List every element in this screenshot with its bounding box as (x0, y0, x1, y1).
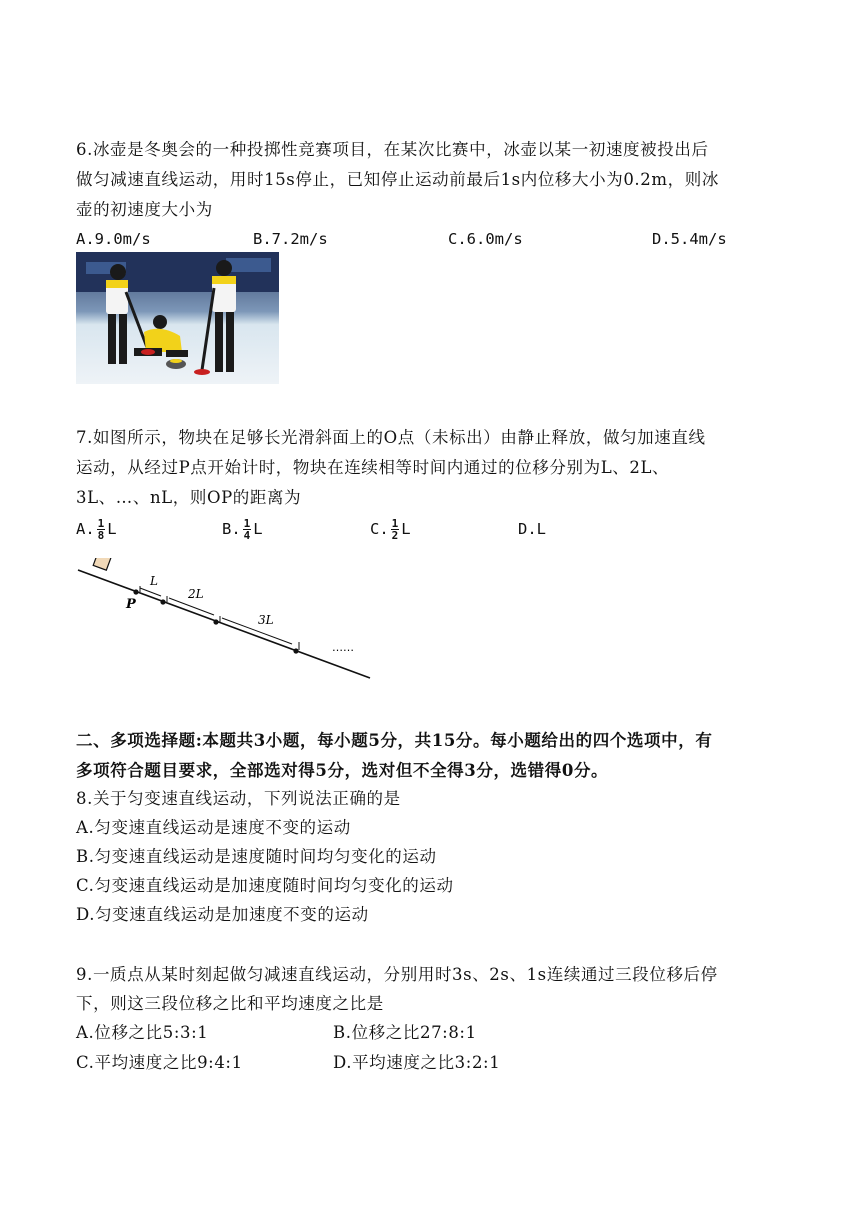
section2-line-2: 多项符合题目要求，全部选对得5分，选对但不全得3分，选错得0分。 (76, 761, 609, 780)
q8-option-d: D.匀变速直线运动是加速度不变的运动 (76, 905, 369, 924)
incline-line (78, 570, 370, 678)
q7-option-d: D.L (518, 520, 547, 538)
q7-option-b: B. $\frac{1}{4}$ L (222, 517, 263, 542)
q9-line-2: 下，则这三段位移之比和平均速度之比是 (76, 994, 384, 1013)
incline-diagram (70, 558, 380, 683)
label-l: L (150, 574, 158, 588)
curling-photo (76, 252, 279, 384)
q6-option-d: D.5.4m/s (652, 230, 727, 248)
q8-option-b: B.匀变速直线运动是速度随时间均匀变化的运动 (76, 847, 437, 866)
block (93, 558, 111, 570)
q8-option-a: A.匀变速直线运动是速度不变的运动 (76, 818, 351, 837)
point-dot-1 (160, 599, 165, 604)
q7-line-2: 运动，从经过P点开始计时，物块在连续相等时间内通过的位移分别为L、2L、 (76, 458, 670, 477)
q7-line-1: 7.如图所示，物块在足够长光滑斜面上的O点（未标出）由静止释放，做匀加速直线 (76, 428, 706, 447)
point-dot-3 (293, 648, 298, 653)
label-2l: 2L (188, 587, 204, 601)
q6-line-3: 壶的初速度大小为 (76, 200, 213, 219)
point-p-dot (133, 589, 138, 594)
point-dot-2 (213, 619, 218, 624)
q6-line-2: 做匀减速直线运动，用时15s停止，已知停止运动前最后1s内位移大小为0.2m，则冰 (76, 170, 719, 189)
q9-option-b: B.位移之比27:8:1 (333, 1023, 477, 1042)
q9-option-c: C.平均速度之比9:4:1 (76, 1053, 243, 1072)
q6-option-a: A.9.0m/s (76, 230, 151, 248)
q7-option-c: C. $\frac{1}{2}$ L (370, 517, 411, 542)
q9-line-1: 9.一质点从某时刻起做匀减速直线运动，分别用时3s、2s、1s连续通过三段位移后停 (76, 965, 718, 984)
section2-line-1: 二、多项选择题:本题共3小题，每小题5分，共15分。每小题给出的四个选项中，有 (76, 731, 713, 750)
q6-line-1: 6.冰壶是冬奥会的一种投掷性竞赛项目，在某次比赛中，冰壶以某一初速度被投出后 (76, 140, 709, 159)
q9-option-a: A.位移之比5:3:1 (76, 1023, 209, 1042)
q8-option-c: C.匀变速直线运动是加速度随时间均匀变化的运动 (76, 876, 454, 895)
label-p: P (126, 597, 136, 612)
q9-option-d: D.平均速度之比3:2:1 (333, 1053, 501, 1072)
q7-line-3: 3L、…、nL，则OP的距离为 (76, 488, 302, 507)
label-3l: 3L (258, 613, 274, 627)
q6-option-c: C.6.0m/s (448, 230, 523, 248)
q8-stem: 8.关于匀变速直线运动，下列说法正确的是 (76, 789, 401, 808)
label-ellipsis: …… (332, 641, 354, 654)
q6-option-b: B.7.2m/s (253, 230, 328, 248)
dimension-marks (140, 586, 299, 650)
q7-option-a: A. $\frac{1}{8}$ L (76, 517, 117, 542)
